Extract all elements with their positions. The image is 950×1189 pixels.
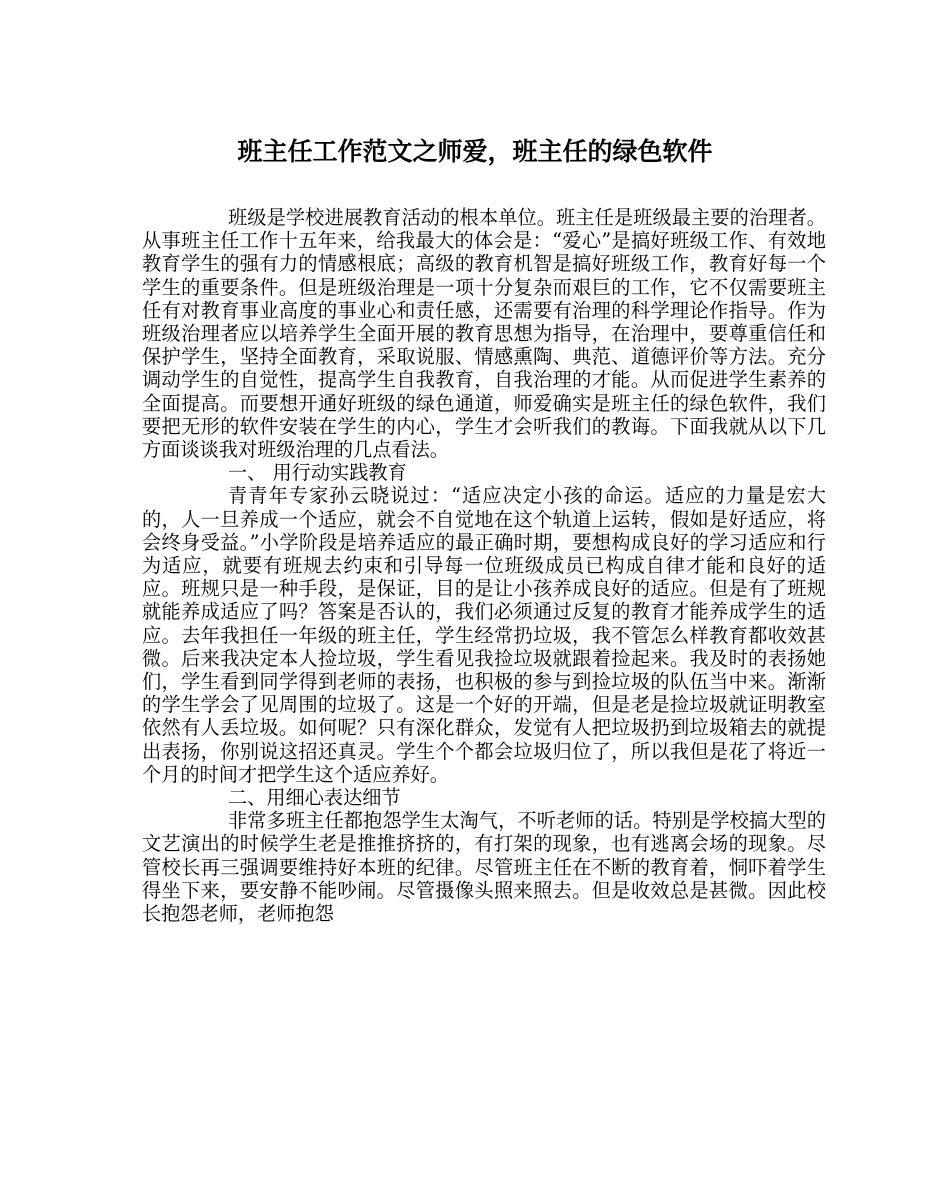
section-2-paragraph: 非常多班主任都抱怨学生太淘气，不听老师的话。特别是学校搞大型的文艺演出的时候学生老是推推挤挤的，有打架的现象，也有逃离会场的现象。尽管校长再三强调要维持好本班的纪律。尽管班主任在不断的教育着，恫吓着学生得坐下来，要安静不能吵闹。尽管摄像头照来照去。但是收效总是甚微。因此校长抱怨老师，老师抱怨 <box>142 809 826 926</box>
section-1-paragraph: 青青年专家孙云晓说过：“适应决定小孩的命运。适应的力量是宏大的，人一旦养成一个适应，就会不自觉地在这个轨道上运转，假如是好适应，将会终身受益。”小学阶段是培养适应的最正确时期，要想构成良好的学习适应和行为适应，就要有班规去约束和引导每一位班级成员已构成自律才能和良好的适应。班规只是一种手段，是保证，目的是让小孩养成良好的适应。但是有了班规就能养成适应了吗？答案是否认的，我们必须通过反复的教育才能养成学生的适应。去年我担任一年级的班主任，学生经常扔垃圾，我不管怎么样教育都收效甚微。后来我决定本人捡垃圾，学生看见我捡垃圾就跟着捡起来。我及时的表扬她们，学生看到同学得到老师的表扬，也积极的参与到捡垃圾的队伍当中来。渐渐的学生学会了见周围的垃圾了。这是一个好的开端，但是老是捡垃圾就证明教室依然有人丢垃圾。如何呢？只有深化群众，发觉有人把垃圾扔到垃圾箱去的就提出表扬，你别说这招还真灵。学生个个都会垃圾归位了，所以我但是花了将近一个月的时间才把学生这个适应养好。 <box>142 484 826 786</box>
document-body <box>142 206 826 925</box>
document-title: 班主任工作范文之师爱，班主任的绿色软件 <box>237 137 713 166</box>
section-heading-2: 二、用细心表达细节 <box>228 786 401 810</box>
intro-paragraph: 班级是学校进展教育活动的根本单位。班主任是班级最主要的治理者。从事班主任工作十五年来，给我最大的体会是：“爱心”是搞好班级工作、有效地教育学生的强有力的情感根底；高级的教育机智是搞好班级工作，教育好每一个学生的重要条件。但是班级治理是一项十分复杂而艰巨的工作，它不仅需要班主任有对教育事业高度的事业心和责任感，还需要有治理的科学理论作指导。作为班级治理者应以培养学生全面开展的教育思想为指导，在治理中，要尊重信任和保护学生，坚持全面教育，采取说服、情感熏陶、典范、道德评价等方法。充分调动学生的自觉性，提高学生自我教育，自我治理的才能。从而促进学生素养的全面提高。而要想开通好班级的绿色通道，师爱确实是班主任的绿色软件，我们要把无形的软件安装在学生的内心，学生才会听我们的教诲。下面我就从以下几方面谈谈我对班级治理的几点看法。 <box>142 206 826 462</box>
section-heading-1: 一、 用行动实践教育 <box>228 461 407 485</box>
